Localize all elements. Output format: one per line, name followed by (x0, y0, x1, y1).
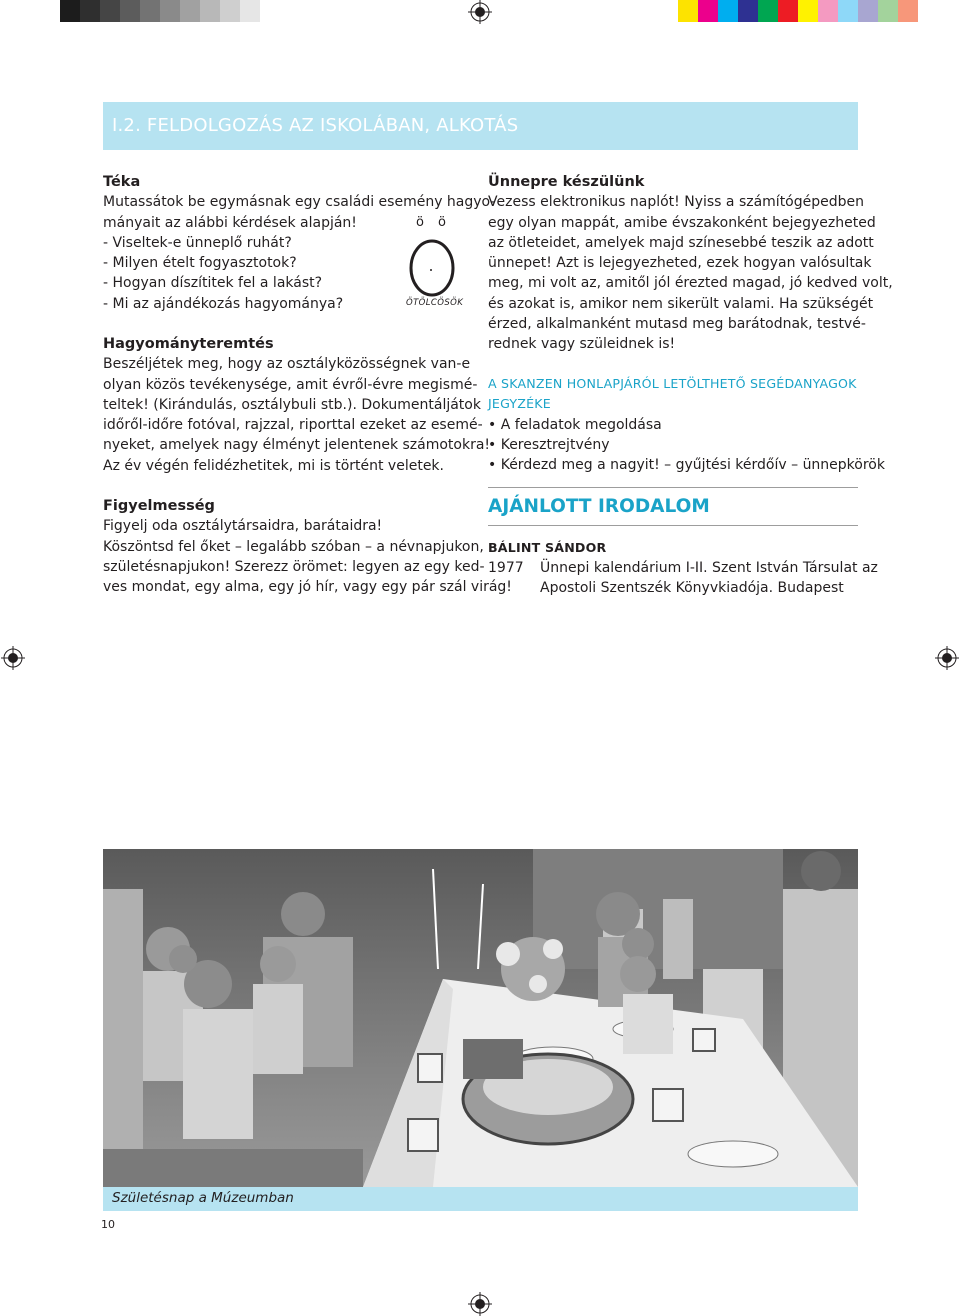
birthday-photo-illustration (103, 849, 858, 1187)
gray-swatch (220, 0, 240, 22)
section-title: I.2. FELDOLGOZÁS AZ ISKOLÁBAN, ALKOTÁS (112, 115, 519, 136)
color-swatch (838, 0, 858, 22)
figyelmesseg-line: ves mondat, egy alma, egy jó hír, vagy egy pár szál virág! (103, 579, 512, 596)
gray-swatch (120, 0, 140, 22)
unnepre-keszulunk-title: Ünnepre készülünk (488, 174, 645, 190)
divider-bottom (488, 525, 858, 526)
teka-title: Téka (103, 174, 141, 190)
color-swatch (878, 0, 898, 22)
registration-mark-bottom (468, 1292, 492, 1316)
unnepre-line: érzed, alkalmanként mutasd meg barátodnak, testvé- (488, 316, 866, 333)
skanzen-list-item: • Kérdezd meg a nagyit! – gyűjtési kérdőív – ünnepkörök (488, 457, 885, 474)
grayscale-bar (60, 0, 260, 22)
gray-swatch (180, 0, 200, 22)
unnepre-line: és azokat is, amikor nem sikerült valami. Ha szükségét (488, 295, 874, 312)
teka-line: - Milyen ételt fogyasztotok? (103, 255, 297, 272)
unnepre-line: rednek vagy szüleidnek is! (488, 336, 676, 353)
unnepre-keszulunk-section (488, 172, 893, 355)
hagyomanyteremtes-line: teltek! (Kirándulás, osztálybuli stb.). Dokumentáljátok (103, 396, 481, 413)
teka-line: - Viseltek-e ünneplő ruhát? (103, 234, 292, 251)
page-number: 10 (101, 1218, 115, 1231)
unnepre-line: az ötleteidet, amelyek majd színesebbé teszik az adott (488, 234, 874, 251)
color-swatch (678, 0, 698, 22)
registration-mark-left (1, 646, 25, 670)
color-swatch (718, 0, 738, 22)
skanzen-list-item: • Keresztrejtvény (488, 436, 610, 453)
gray-swatch (100, 0, 120, 22)
ajanlott-irodalom-section (488, 493, 858, 521)
skanzen-section (488, 374, 885, 475)
gray-swatch (160, 0, 180, 22)
logo-lettering: ÖTÖLCÖSÖK (406, 298, 464, 308)
unnepre-line: meg, mi volt az, amitől jól érezted magad, jó kedved volt, (488, 275, 893, 292)
color-swatch (778, 0, 798, 22)
teka-line: - Mi az ajándékozás hagyománya? (103, 295, 344, 312)
color-swatch (758, 0, 778, 22)
hagyomanyteremtes-section (103, 334, 491, 476)
color-swatch (798, 0, 818, 22)
teka-line: Mutassátok be egymásnak egy családi esemény hagyo- (103, 194, 496, 211)
divider-top (488, 487, 858, 488)
gray-swatch (240, 0, 260, 22)
color-swatch (738, 0, 758, 22)
color-bar (678, 0, 918, 22)
hagyomanyteremtes-line: olyan közös tevékenysége, amit évről-évre megismé- (103, 376, 478, 393)
hagyomanyteremtes-line: Az év végén felidézhetitek, mi is történt veletek. (103, 457, 444, 474)
gray-swatch (80, 0, 100, 22)
svg-text:ö: ö (438, 215, 446, 230)
svg-text:ö: ö (416, 215, 424, 230)
unnepre-line: egy olyan mappát, amibe évszakonként bejegyezheted (488, 214, 876, 231)
otolcsok-logo (404, 212, 472, 316)
registration-mark-top (468, 0, 492, 24)
face-drawing-icon (404, 212, 472, 302)
photo-caption-band (103, 1187, 858, 1211)
unnepre-line: Vezess elektronikus naplót! Nyiss a számítógépedben (488, 194, 865, 211)
gray-swatch (60, 0, 80, 22)
teka-line: mányait az alábbi kérdések alapján! (103, 214, 357, 231)
birthday-photo (103, 849, 858, 1187)
figyelmesseg-line: Figyelj oda osztálytársaidra, barátaidra! (103, 518, 383, 535)
color-swatch (898, 0, 918, 22)
figyelmesseg-line: Köszöntsd fel őket – legalább szóban – a névnapjukon, (103, 538, 484, 555)
skanzen-title-cont: JEGYZÉKE (488, 396, 551, 412)
color-swatch (818, 0, 838, 22)
figyelmesseg-title: Figyelmesség (103, 498, 215, 514)
skanzen-title: A SKANZEN HONLAPJÁRÓL LETÖLTHETŐ SEGÉDANYAGOK (488, 376, 857, 391)
figyelmesseg-line: születésnapjukon! Szerezz örömet: legyen az egy ked- (103, 558, 485, 575)
bibliography-year: 1977 (488, 560, 524, 577)
section-header (103, 102, 858, 150)
color-swatch (858, 0, 878, 22)
skanzen-list-item: • A feladatok megoldása (488, 416, 662, 433)
unnepre-line: ünnepet! Azt is lejegyezheted, ezek hogyan valósultak (488, 255, 872, 272)
photo-caption: Születésnap a Múzeumban (112, 1190, 294, 1206)
hagyomanyteremtes-line: Beszéljétek meg, hogy az osztályközösségnek van-e (103, 356, 471, 373)
bibliography-author: BÁLINT SÁNDOR (488, 540, 607, 555)
hagyomanyteremtes-line: nyeket, amelyek nagy élményt jelentenek számotokra! (103, 437, 491, 454)
ajanlott-irodalom-title: AJÁNLOTT IRODALOM (488, 496, 710, 517)
hagyomanyteremtes-line: időről-időre fotóval, rajzzal, riporttal ezeket az esemé- (103, 417, 483, 434)
bibliography-reference: Ünnepi kalendárium I-II. Szent István Társulat az (540, 560, 878, 577)
color-swatch (698, 0, 718, 22)
hagyomanyteremtes-title: Hagyományteremtés (103, 336, 274, 352)
registration-mark-right (935, 646, 959, 670)
bibliography (488, 538, 878, 598)
gray-swatch (200, 0, 220, 22)
bibliography-reference-cont: Apostoli Szentszék Könyvkiadója. Budapest (540, 580, 844, 597)
gray-swatch (140, 0, 160, 22)
teka-line: - Hogyan díszítitek fel a lakást? (103, 275, 323, 292)
